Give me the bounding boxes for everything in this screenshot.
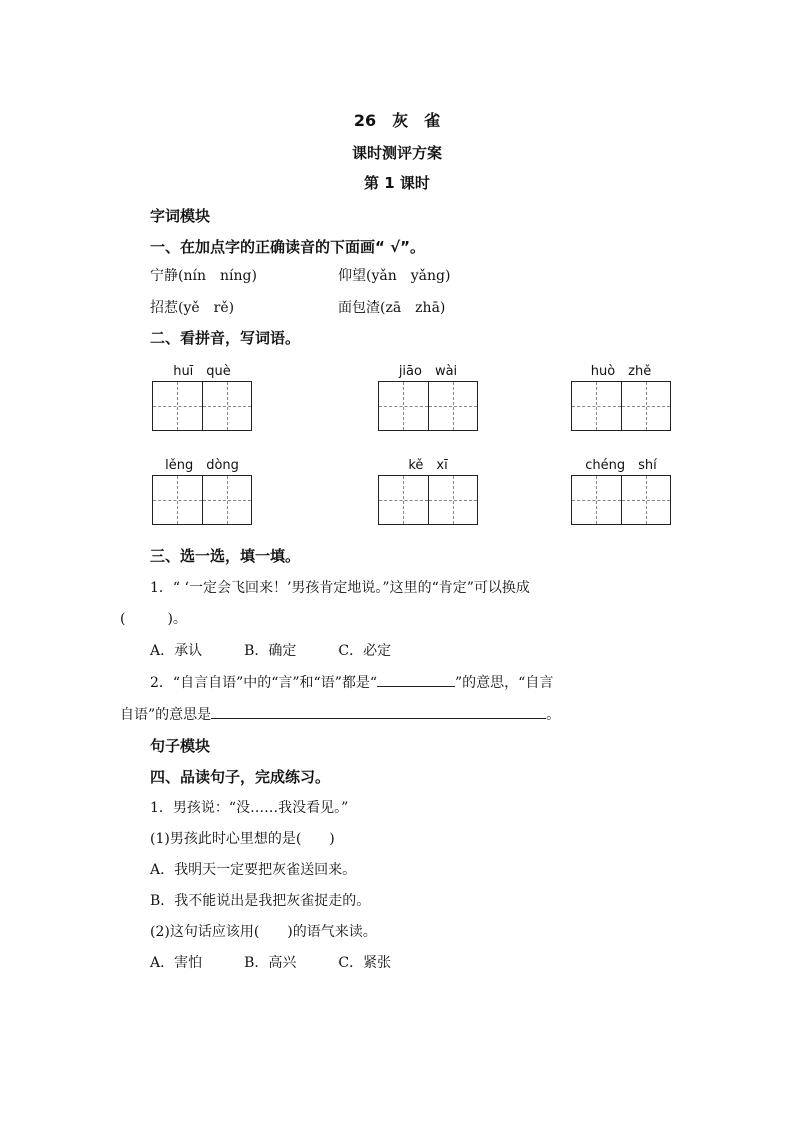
sentence-module-heading: 句子模块 [150, 737, 211, 755]
q3-2-text-b: ”的意思，“自言 [455, 675, 554, 691]
pinyin-label: huò zhě [590, 364, 652, 379]
q1-item-4: 面包渣(zā zhā) [338, 300, 446, 316]
q1-item-1: 宁静(nín níng) [150, 268, 257, 284]
writing-grid[interactable] [571, 475, 671, 525]
q3-1-text: 1．“ ‘一定会飞回来！’男孩肯定地说。”这里的“肯定”可以换成 [150, 580, 530, 596]
writing-grid[interactable] [378, 475, 478, 525]
q3-2-line1 [150, 672, 553, 692]
writing-grid[interactable] [152, 381, 252, 431]
words-module-heading: 字词模块 [150, 207, 211, 225]
q3-2-line2 [120, 704, 560, 724]
question-4-title: 四、品读句子，完成练习。 [150, 768, 331, 786]
q3-2-text-c: 自语”的意思是 [120, 707, 212, 723]
q4-1-option-b: B．我不能说出是我把灰雀捉走的。 [150, 893, 371, 909]
lesson-period: 第 1 课时 [364, 174, 430, 192]
writing-grid[interactable] [152, 475, 252, 525]
q3-1-answer-paren[interactable]: ( )。 [120, 611, 187, 627]
question-1-title: 一、在加点字的正确读音的下面画“ √”。 [150, 238, 425, 256]
q4-1-options-2: A．害怕 B．高兴 C．紧张 [150, 955, 392, 971]
q4-1-sentence: 1．男孩说：“没……我没看见。” [150, 800, 349, 816]
q3-1-options: A．承认 B．确定 C．必定 [150, 643, 392, 659]
pinyin-label: kě xī [408, 458, 448, 473]
q4-1-sub-question-2: (2)这句话应该用( )的语气来读。 [150, 924, 377, 940]
q4-1-sub-question-1: (1)男孩此时心里想的是( ) [150, 831, 335, 847]
q3-2-text-d: 。 [546, 707, 561, 723]
q3-2-blank-1[interactable] [377, 672, 455, 687]
q3-2-blank-2[interactable] [211, 704, 546, 719]
q3-2-text-a: 2．“自言自语”中的“言”和“语”都是“ [150, 675, 378, 691]
question-2-title: 二、看拼音，写词语。 [150, 329, 301, 347]
question-3-title: 三、选一选，填一填。 [150, 547, 301, 565]
q4-1-option-a: A．我明天一定要把灰雀送回来。 [150, 862, 357, 878]
pinyin-label: chéng shí [585, 458, 657, 473]
q1-item-2: 仰望(yǎn yǎng) [338, 268, 451, 284]
pinyin-label: huī què [173, 364, 231, 379]
pinyin-label: jiāo wài [398, 364, 458, 379]
lesson-title: 26 灰 雀 [353, 111, 441, 130]
writing-grid[interactable] [571, 381, 671, 431]
writing-grid[interactable] [378, 381, 478, 431]
pinyin-label: lěng dòng [165, 458, 239, 473]
q1-item-3: 招惹(yě rě) [150, 300, 235, 316]
lesson-subtitle: 课时测评方案 [351, 144, 442, 162]
